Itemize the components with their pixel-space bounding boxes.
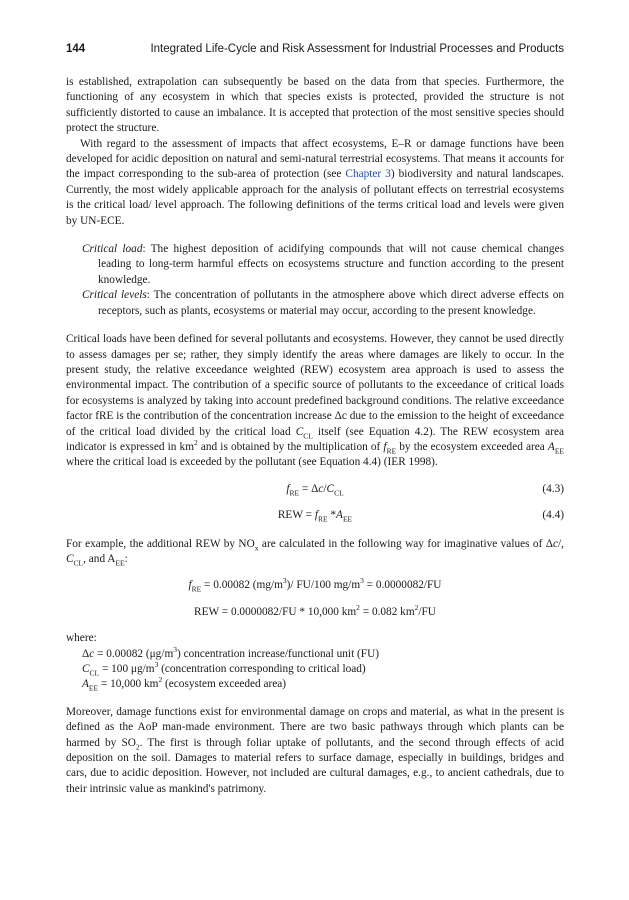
running-title: Integrated Life-Cycle and Risk Assessment for Industrial Processes and Products	[150, 43, 564, 55]
paragraph-5: Moreover, damage functions exist for environmental damage on crops and material, as what in the present is defined as the AoP man-made environment. There are two basic pathways through which plants can be harmed by $SO_2$. The first is through foliar uptake of pollutants, and the second through effects of acid deposition on the soil. Damages to material refers to surface damage, especially in buildings, bridges and cars, due to acidic deposition. However, not included are cultural damages, e.g., to ancient cathedrals, due to their intrinsic value as mankind's patrimony.	[66, 705, 564, 795]
calculation-fre: $f_{RE} = 0.00082$ $(mg/m^3)/$ FU/100 $mg/m^3 = 0.0000082/FU$	[188, 576, 442, 594]
paragraph-2: With regard to the assessment of impacts that affect ecosystems, E–R or damage functions have been developed for acidic deposition on natural and semi-natural terrestrial ecosystems. That means it accounts for the impact corresponding to the sub-area of protection (see Chapter 3) biodiversity and natural landscapes. Currently, the most widely applicable approach for the analysis of pollutant effects on terrestrial ecosystems is the critical load/ level approach. The following definitions of the terms critical load and levels were given by UN-ECE.	[66, 137, 565, 227]
equation-4-4-expression: REW = $f_{RE}$ $*A_{EE}$	[277, 509, 353, 524]
page-number: 144	[66, 43, 86, 55]
where-block	[66, 631, 564, 693]
running-header	[66, 43, 564, 55]
where-item-ccl: $C_{CL} = 100$ $\mu g/m^3$ (concentration corresponding to critical load)	[82, 660, 366, 678]
definition-critical-load: Critical load: The highest deposition of acidifying compounds that will not cause chemical changes leading to long-term harmful effects on ecosystems structure and function according to the present knowledge.	[82, 243, 564, 286]
equation-4-3-number: (4.3)	[542, 482, 564, 495]
where-label: where:	[66, 632, 97, 645]
chapter-3-link[interactable]: Chapter 3	[345, 168, 391, 181]
body-text	[66, 75, 564, 797]
paragraph-4: For example, the additional REW by $NO_x$ are calculated in the following way for imaginative values of Δc/, $C_{CL}$, and $A_{EE}$:	[66, 537, 565, 568]
calculation-rew: REW = 0.0000082/FU * 10,000 $km^2 = 0.082$ $km^2/FU$	[194, 602, 436, 618]
paragraph-1: is established, extrapolation can subsequently be based on the data from that species. Furthermore, the functioning of any ecosystem in which that species exists is protected, provided the structure is not sufficiently distorted to cause an imbalance. It is accepted that protection of the most sensitive species should protect the structure.	[66, 76, 564, 135]
equation-4-3-expression: $f_{RE} = \Delta c/C_{CL}$	[286, 482, 344, 497]
paragraph-3: Critical loads have been defined for several pollutants and ecosystems. However, they cannot be used directly to assess damages per se; rather, they simply identify the areas where damages are likely to occur. In the present study, the relative exceedance weighted (REW) ecosystem area approach is used to assess the environmental impact. The contribution of a specific source of pollutants to the exceedance of critical loads for ecosystems is analyzed by taking into account predefined background conditions. The relative exceedance factor fRE is the contribution of the concentration increase Δc due to the emission to the height of exceedance of the critical load divided by the critical load $C_{CL}$ itself (see Equation 4.2). The REW ecosystem area indicator is expressed in $km^2$ and is obtained by the multiplication of $f_{RE}$ by the ecosystem exceeded area $A_{EE}$ where the critical load is exceeded by the pollutant (see Equation 4.4) (IER 1998).	[66, 333, 564, 469]
definition-critical-levels: Critical levels: The concentration of pollutants in the atmosphere above which direct adverse effects on receptors, such as plants, ecosystems or material may occur, according to the present knowledge.	[82, 289, 564, 317]
equation-4-3	[66, 482, 564, 497]
equation-4-4	[66, 508, 564, 523]
definitions-list	[66, 242, 564, 319]
where-item-delta-c: Δc = 0.00082 $(\mu g/m^3)$ concentration increase/functional unit (FU)	[82, 644, 379, 660]
where-item-aee: $A_{EE} = 10,000$ $km^2$ (ecosystem exceeded area)	[82, 675, 287, 693]
equation-4-4-number: (4.4)	[542, 509, 564, 522]
